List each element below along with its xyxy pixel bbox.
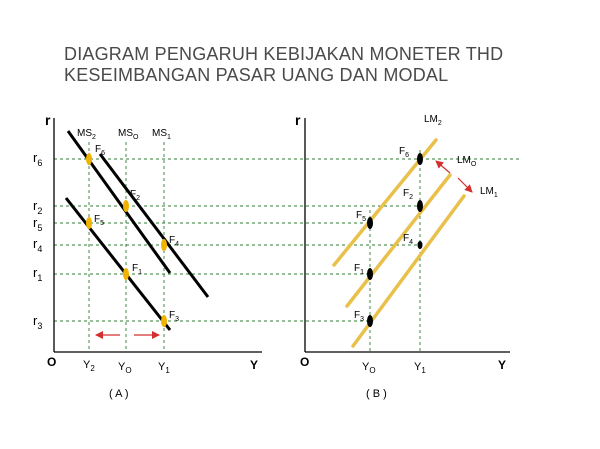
b-label-y1: $Y_1$ — [414, 361, 426, 375]
point-f5 — [86, 217, 92, 229]
title-line-2: KESEIMBANGAN PASAR UANG DAN MODAL — [64, 65, 449, 85]
point-f3 — [161, 315, 167, 327]
b-label-f2: $F_2$ — [403, 188, 414, 201]
b-label-f5: $F_5$ — [356, 210, 367, 223]
panel-b-y-label: Y — [498, 358, 507, 372]
label-y1: $Y_1$ — [158, 361, 170, 375]
ms0-curve — [66, 198, 170, 330]
arrow-shift-up — [436, 161, 450, 173]
b-point-f6 — [417, 153, 423, 165]
b-label-y0: $Y_O$ — [362, 361, 376, 375]
panel-b — [295, 112, 510, 400]
label-y2: $Y_2$ — [83, 359, 95, 373]
b-point-f4 — [418, 241, 423, 249]
panel-a-y-label: Y — [250, 358, 259, 372]
panel-b-guides — [370, 150, 420, 352]
label-r2: $r_2$ — [33, 198, 43, 216]
label-f5: $F_5$ — [94, 214, 105, 227]
point-f4 — [161, 239, 167, 251]
b-label-f6: $F_6$ — [399, 146, 410, 159]
panel-a-r-label: r — [45, 112, 51, 128]
b-label-f1: $F_1$ — [354, 263, 365, 276]
label-f1: $F_1$ — [132, 263, 143, 276]
label-lm0: $LM_O$ — [457, 155, 477, 168]
b-point-f2 — [417, 200, 423, 212]
label-f3: $F_3$ — [169, 310, 180, 323]
label-r4: $r_4$ — [33, 236, 43, 254]
b-label-f3: $F_3$ — [354, 310, 365, 323]
panel-a-origin: O — [47, 355, 57, 369]
label-ms2: $MS_2$ — [77, 128, 96, 141]
point-f2 — [123, 200, 129, 212]
label-lm2: $LM_2$ — [424, 114, 442, 127]
label-r5: $r_5$ — [33, 215, 43, 233]
ms2-curve — [68, 131, 170, 273]
b-point-f3 — [367, 315, 373, 327]
label-f4: $F_4$ — [169, 235, 180, 248]
panel-b-r-label: r — [295, 112, 301, 128]
b-point-f5 — [367, 217, 373, 229]
label-r3: $r_3$ — [33, 313, 43, 331]
label-ms1: $MS_1$ — [152, 128, 171, 141]
b-point-f1 — [367, 268, 373, 280]
point-f1 — [123, 268, 129, 280]
ms1-curve — [100, 154, 208, 297]
label-f6: $F_6$ — [95, 144, 106, 157]
label-y0: $Y_O$ — [118, 361, 132, 375]
panel-b-points — [367, 153, 423, 327]
panel-b-origin: O — [300, 355, 310, 369]
panel-b-caption: ( B ) — [366, 388, 387, 400]
label-r6: $r_6$ — [33, 150, 43, 168]
title-line-1: DIAGRAM PENGARUH KEBIJAKAN MONETER THD — [64, 44, 504, 64]
arrow-shift-down — [458, 178, 472, 192]
panel-a — [33, 112, 520, 400]
label-r1: $r_1$ — [33, 265, 43, 283]
label-ms0: $MS_O$ — [118, 128, 139, 141]
panel-a-caption: ( A ) — [109, 388, 129, 400]
label-lm1: $LM_1$ — [480, 186, 498, 199]
label-f2: $F_2$ — [130, 189, 141, 202]
b-label-f4: $F_4$ — [403, 233, 414, 246]
point-f6 — [86, 153, 92, 165]
